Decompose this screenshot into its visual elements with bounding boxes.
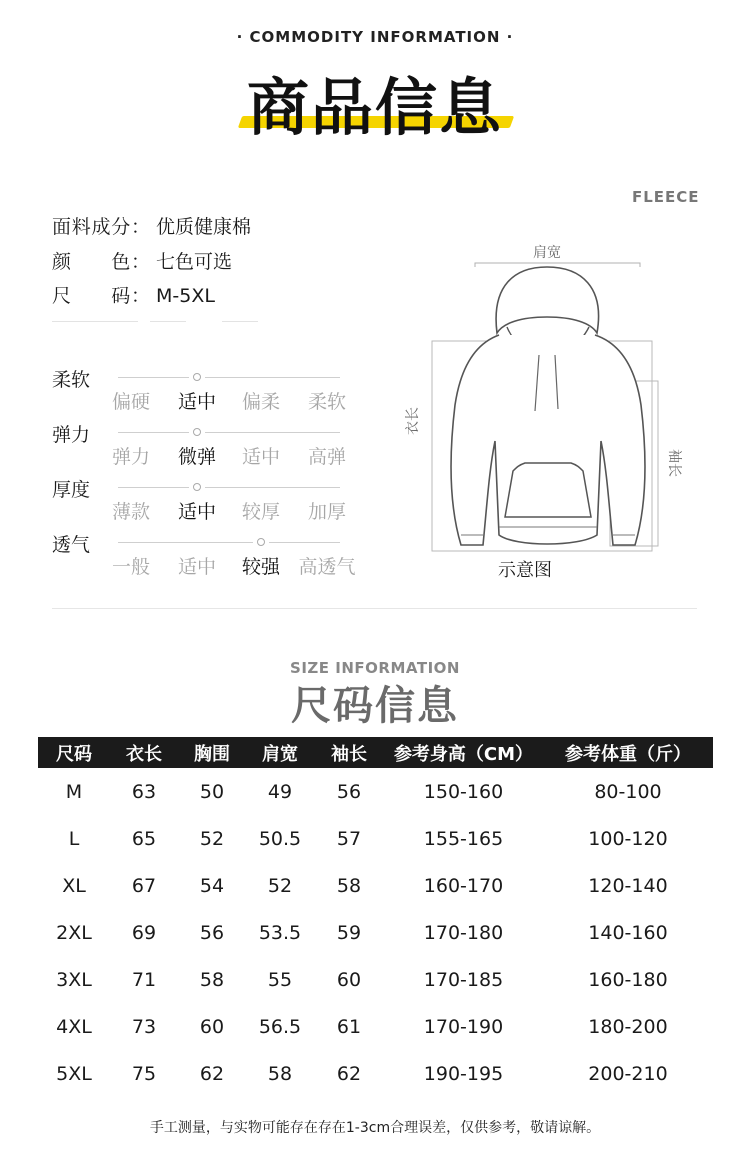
commodity-info-heading: · COMMODITY INFORMATION · — [236, 28, 514, 46]
property-option: 偏柔 — [241, 391, 280, 413]
table-cell: 180-200 — [588, 1015, 668, 1038]
table-cell: 62 — [336, 1062, 362, 1085]
table-cell: L — [68, 827, 80, 850]
table-cell: 50 — [199, 780, 225, 803]
table-cell: 160-170 — [423, 874, 504, 897]
hood-shape — [496, 267, 598, 333]
info-divider — [150, 321, 186, 322]
shoulder-measure-line — [475, 263, 640, 267]
table-cell: M — [65, 780, 83, 803]
table-cell: 2XL — [56, 921, 92, 944]
table-row — [38, 909, 713, 956]
scale-marker — [257, 538, 265, 546]
table-body — [38, 768, 713, 1097]
table-cell: 60 — [199, 1015, 225, 1038]
scale-line — [205, 487, 340, 488]
table-cell: 67 — [131, 874, 157, 897]
column-header: 胸围 — [178, 737, 246, 768]
table-row — [38, 768, 713, 815]
property-option-selected: 适中 — [177, 391, 216, 413]
column-header: 参考身高（CM） — [384, 737, 543, 768]
size-value: M-5XL — [156, 285, 215, 307]
table-cell: 52 — [199, 827, 225, 850]
scale-line — [205, 377, 340, 378]
table-cell: 65 — [131, 827, 157, 850]
table-cell: 5XL — [56, 1062, 92, 1085]
table-row — [38, 956, 713, 1003]
table-cell: 54 — [199, 874, 225, 897]
table-cell: 55 — [267, 968, 293, 991]
property-option: 较厚 — [241, 501, 280, 523]
table-cell: 61 — [336, 1015, 362, 1038]
size-key: 尺 码： — [52, 285, 150, 307]
table-cell: 190-195 — [423, 1062, 504, 1085]
table-cell: 56.5 — [258, 1015, 302, 1038]
table-header-row — [38, 737, 713, 768]
scale-line — [118, 542, 253, 543]
table-cell: 53.5 — [258, 921, 302, 944]
table-cell: 200-210 — [588, 1062, 668, 1085]
table-cell: 71 — [131, 968, 157, 991]
shoulder-label: 肩宽 — [533, 245, 561, 261]
hoodie-body — [451, 335, 645, 545]
property-option: 一般 — [111, 556, 150, 578]
info-divider — [222, 321, 258, 322]
property-title: 柔软 — [52, 369, 91, 391]
scale-line — [118, 487, 189, 488]
column-header: 尺码 — [38, 737, 110, 768]
table-cell: 58 — [199, 968, 225, 991]
table-cell: 60 — [336, 968, 362, 991]
page-title: 商品信息 — [246, 71, 503, 144]
property-title: 厚度 — [52, 479, 91, 501]
table-cell: 73 — [131, 1015, 157, 1038]
table-cell: 170-185 — [423, 968, 504, 991]
table-cell: 58 — [267, 1062, 293, 1085]
table-cell: 56 — [336, 780, 362, 803]
property-option-selected: 微弹 — [177, 446, 216, 468]
table-cell: 59 — [336, 921, 362, 944]
property-option: 高弹 — [307, 446, 346, 468]
property-option: 高透气 — [298, 556, 356, 578]
column-header: 参考体重（斤） — [543, 737, 713, 768]
scale-line — [118, 377, 189, 378]
property-option-selected: 适中 — [177, 501, 216, 523]
scale-line — [269, 542, 340, 543]
table-cell: 49 — [267, 780, 293, 803]
table-cell: 58 — [336, 874, 362, 897]
property-option-selected: 较强 — [241, 556, 280, 578]
color-value: 七色可选 — [156, 251, 233, 273]
table-row — [38, 815, 713, 862]
table-cell: 57 — [336, 827, 362, 850]
property-option: 薄款 — [111, 501, 150, 523]
scale-line — [118, 432, 189, 433]
property-title: 弹力 — [52, 424, 91, 446]
hoodie-diagram — [395, 235, 695, 555]
column-header: 肩宽 — [246, 737, 314, 768]
material-value: 优质健康棉 — [156, 216, 252, 238]
section-divider — [52, 608, 697, 609]
info-row-material — [52, 213, 251, 241]
scale-marker — [193, 483, 201, 491]
table-cell: 3XL — [56, 968, 92, 991]
table-cell: 52 — [267, 874, 293, 897]
table-cell: 155-165 — [423, 827, 504, 850]
sleeve-label: 袖长 — [666, 449, 682, 477]
color-key: 颜 色： — [52, 251, 150, 273]
table-cell: 170-190 — [423, 1015, 504, 1038]
scale-line — [205, 432, 340, 433]
material-key: 面料成分： — [52, 216, 150, 238]
size-table — [38, 737, 713, 1097]
property-option: 柔软 — [307, 391, 346, 413]
table-cell: 170-180 — [423, 921, 504, 944]
column-header: 衣长 — [110, 737, 178, 768]
table-cell: 50.5 — [258, 827, 302, 850]
table-cell: 75 — [131, 1062, 157, 1085]
table-cell: 56 — [199, 921, 225, 944]
diagram-caption: 示意图 — [498, 560, 552, 581]
table-cell: XL — [62, 874, 86, 897]
size-info-heading: 尺码信息 — [291, 683, 459, 729]
info-row-color — [52, 248, 232, 276]
length-label: 衣长 — [405, 407, 421, 435]
table-cell: 140-160 — [588, 921, 668, 944]
table-cell: 80-100 — [594, 780, 662, 803]
table-row — [38, 1050, 713, 1097]
scale-marker — [193, 373, 201, 381]
table-cell: 120-140 — [588, 874, 668, 897]
property-option: 适中 — [241, 446, 280, 468]
table-cell: 69 — [131, 921, 157, 944]
table-row — [38, 862, 713, 909]
table-cell: 4XL — [56, 1015, 92, 1038]
table-cell: 150-160 — [423, 780, 504, 803]
info-row-size — [52, 282, 215, 310]
fleece-label: FLEECE — [632, 188, 700, 206]
column-header: 袖长 — [314, 737, 384, 768]
table-cell: 63 — [131, 780, 157, 803]
property-option: 偏硬 — [111, 391, 150, 413]
scale-marker — [193, 428, 201, 436]
property-title: 透气 — [52, 534, 91, 556]
table-cell: 100-120 — [588, 827, 668, 850]
property-option: 适中 — [177, 556, 216, 578]
info-divider — [52, 321, 138, 322]
table-cell: 62 — [199, 1062, 225, 1085]
table-row — [38, 1003, 713, 1050]
measurement-note: 手工测量，与实物可能存在存在1-3cm合理误差，仅供参考，敬请谅解。 — [149, 1120, 601, 1136]
property-option: 弹力 — [111, 446, 150, 468]
table-cell: 160-180 — [588, 968, 668, 991]
size-info-heading-en: SIZE INFORMATION — [290, 659, 460, 677]
property-option: 加厚 — [307, 501, 346, 523]
